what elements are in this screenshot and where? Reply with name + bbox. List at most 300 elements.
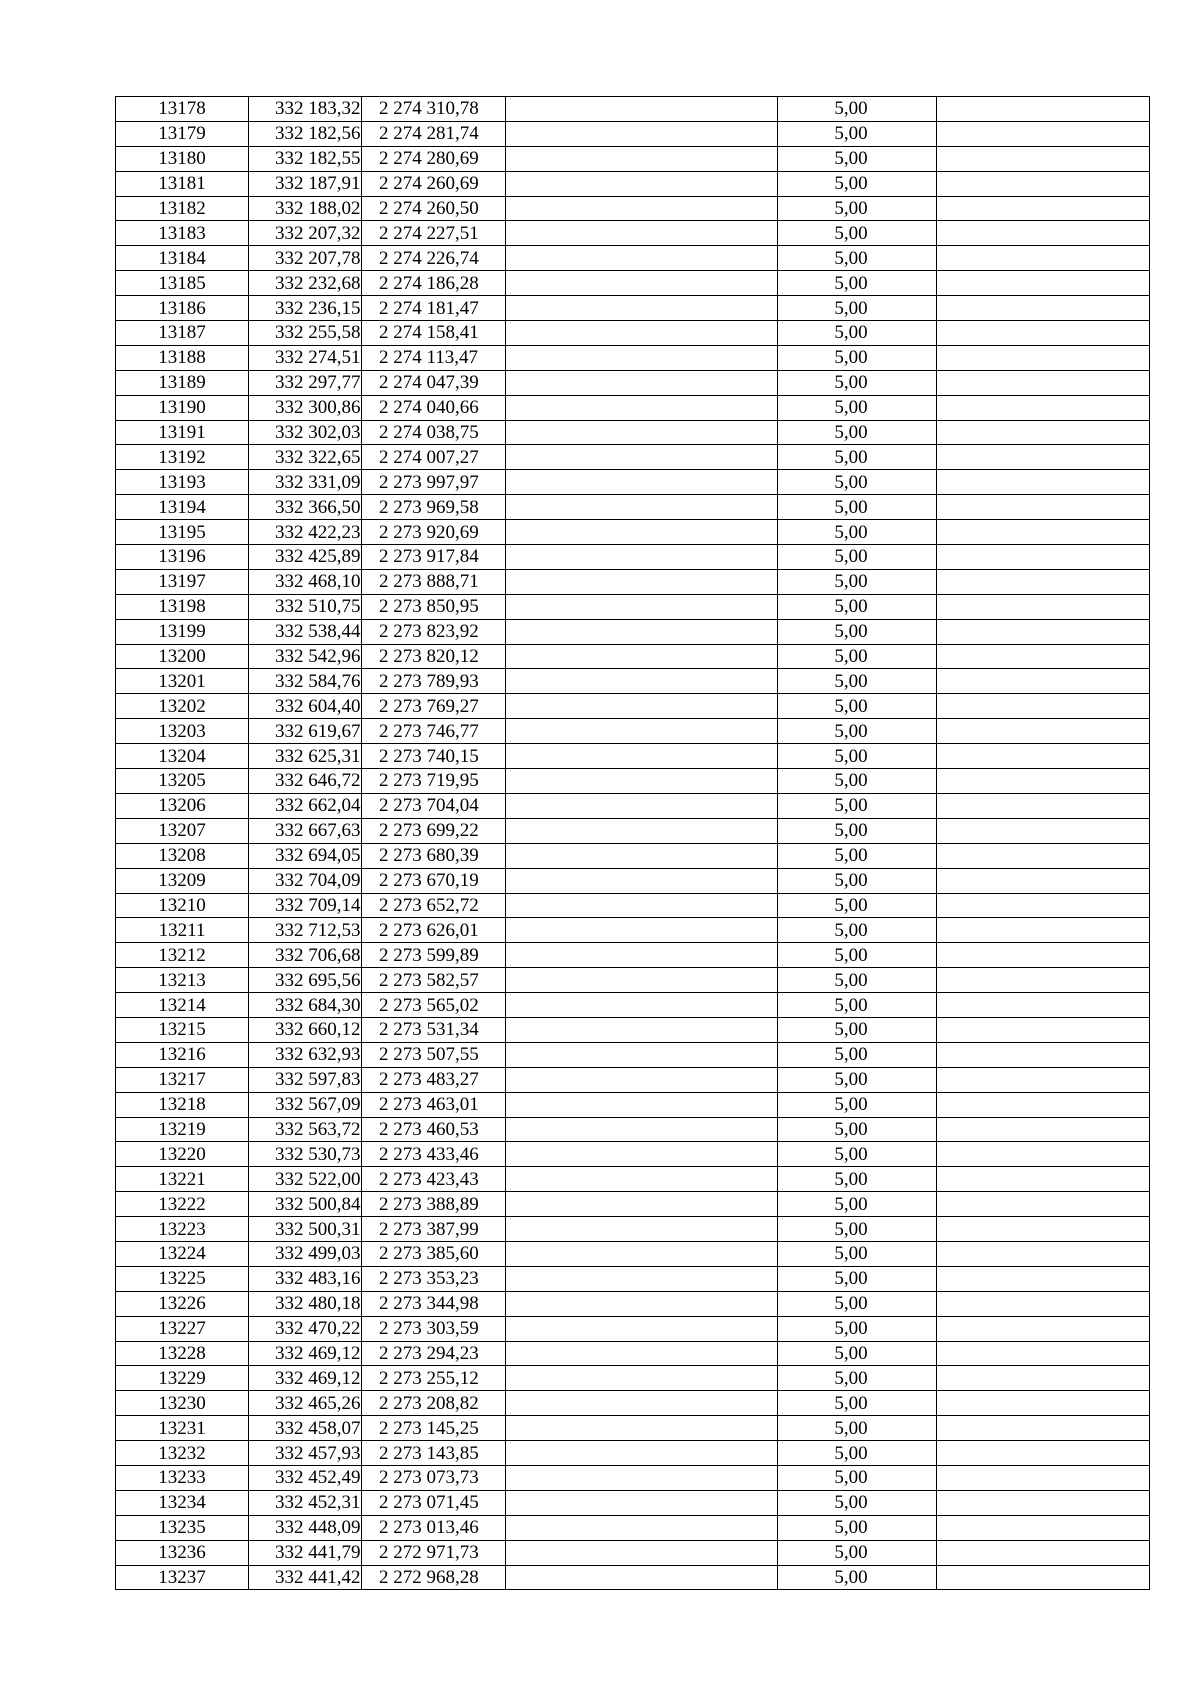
y-coordinate-cell: 2 273 460,53 [362,1117,506,1142]
empty-cell [506,1416,778,1441]
x-coordinate-cell: 332 706,68 [249,943,362,968]
empty-cell [506,1341,778,1366]
table-row [116,744,1150,769]
value-cell: 5,00 [778,545,937,570]
value-cell: 5,00 [778,445,937,470]
value-cell: 5,00 [778,918,937,943]
y-coordinate-cell: 2 273 483,27 [362,1067,506,1092]
table-row [116,1042,1150,1067]
x-coordinate-cell: 332 422,23 [249,520,362,545]
value-cell: 5,00 [778,171,937,196]
empty-cell [937,1565,1150,1590]
table-row [116,1067,1150,1092]
empty-cell [506,1042,778,1067]
x-coordinate-cell: 332 660,12 [249,1017,362,1042]
y-coordinate-cell: 2 273 344,98 [362,1291,506,1316]
point-number-cell: 13201 [116,669,249,694]
table-row [116,893,1150,918]
empty-cell [506,918,778,943]
empty-cell [937,1316,1150,1341]
point-number-cell: 13236 [116,1540,249,1565]
x-coordinate-cell: 332 182,55 [249,146,362,171]
table-row [116,1490,1150,1515]
point-number-cell: 13205 [116,769,249,794]
point-number-cell: 13190 [116,395,249,420]
empty-cell [506,569,778,594]
value-cell: 5,00 [778,1291,937,1316]
empty-cell [506,1441,778,1466]
empty-cell [937,1465,1150,1490]
x-coordinate-cell: 332 469,12 [249,1341,362,1366]
table-row [116,345,1150,370]
value-cell: 5,00 [778,868,937,893]
table-row [116,569,1150,594]
point-number-cell: 13198 [116,594,249,619]
table-row [116,1117,1150,1142]
point-number-cell: 13235 [116,1515,249,1540]
x-coordinate-cell: 332 522,00 [249,1167,362,1192]
y-coordinate-cell: 2 273 353,23 [362,1266,506,1291]
point-number-cell: 13237 [116,1565,249,1590]
x-coordinate-cell: 332 500,84 [249,1192,362,1217]
x-coordinate-cell: 332 499,03 [249,1241,362,1266]
x-coordinate-cell: 332 322,65 [249,445,362,470]
point-number-cell: 13196 [116,545,249,570]
table-row [116,1017,1150,1042]
empty-cell [506,470,778,495]
empty-cell [937,321,1150,346]
empty-cell [937,843,1150,868]
table-row [116,719,1150,744]
empty-cell [937,271,1150,296]
table-row [116,1366,1150,1391]
point-number-cell: 13207 [116,818,249,843]
point-number-cell: 13178 [116,97,249,122]
empty-cell [506,1490,778,1515]
y-coordinate-cell: 2 273 850,95 [362,594,506,619]
value-cell: 5,00 [778,1515,937,1540]
point-number-cell: 13188 [116,345,249,370]
point-number-cell: 13215 [116,1017,249,1042]
point-number-cell: 13182 [116,196,249,221]
table-row [116,1416,1150,1441]
table-row [116,246,1150,271]
empty-cell [937,918,1150,943]
y-coordinate-cell: 2 274 310,78 [362,97,506,122]
table-row [116,1192,1150,1217]
empty-cell [937,694,1150,719]
empty-cell [506,1217,778,1242]
table-row [116,943,1150,968]
point-number-cell: 13234 [116,1490,249,1515]
x-coordinate-cell: 332 452,31 [249,1490,362,1515]
point-number-cell: 13211 [116,918,249,943]
empty-cell [937,1042,1150,1067]
empty-cell [506,1117,778,1142]
point-number-cell: 13187 [116,321,249,346]
point-number-cell: 13219 [116,1117,249,1142]
x-coordinate-cell: 332 458,07 [249,1416,362,1441]
empty-cell [506,1316,778,1341]
table-row [116,868,1150,893]
value-cell: 5,00 [778,520,937,545]
point-number-cell: 13230 [116,1391,249,1416]
y-coordinate-cell: 2 273 531,34 [362,1017,506,1042]
empty-cell [506,420,778,445]
point-number-cell: 13186 [116,296,249,321]
y-coordinate-cell: 2 273 740,15 [362,744,506,769]
point-number-cell: 13221 [116,1167,249,1192]
value-cell: 5,00 [778,1241,937,1266]
value-cell: 5,00 [778,993,937,1018]
value-cell: 5,00 [778,495,937,520]
empty-cell [937,1416,1150,1441]
empty-cell [937,495,1150,520]
empty-cell [506,1266,778,1291]
table-row [116,470,1150,495]
empty-cell [506,868,778,893]
x-coordinate-cell: 332 542,96 [249,644,362,669]
x-coordinate-cell: 332 302,03 [249,420,362,445]
table-row [116,1167,1150,1192]
empty-cell [506,271,778,296]
empty-cell [506,196,778,221]
x-coordinate-cell: 332 331,09 [249,470,362,495]
y-coordinate-cell: 2 273 704,04 [362,793,506,818]
y-coordinate-cell: 2 273 920,69 [362,520,506,545]
value-cell: 5,00 [778,1391,937,1416]
point-number-cell: 13212 [116,943,249,968]
x-coordinate-cell: 332 695,56 [249,968,362,993]
empty-cell [506,793,778,818]
empty-cell [937,520,1150,545]
value-cell: 5,00 [778,1341,937,1366]
value-cell: 5,00 [778,1167,937,1192]
value-cell: 5,00 [778,196,937,221]
point-number-cell: 13209 [116,868,249,893]
value-cell: 5,00 [778,370,937,395]
empty-cell [506,520,778,545]
empty-cell [506,395,778,420]
point-number-cell: 13180 [116,146,249,171]
value-cell: 5,00 [778,321,937,346]
empty-cell [937,395,1150,420]
value-cell: 5,00 [778,569,937,594]
x-coordinate-cell: 332 704,09 [249,868,362,893]
table-row [116,1316,1150,1341]
x-coordinate-cell: 332 483,16 [249,1266,362,1291]
empty-cell [937,1540,1150,1565]
x-coordinate-cell: 332 584,76 [249,669,362,694]
y-coordinate-cell: 2 273 208,82 [362,1391,506,1416]
table-row [116,1565,1150,1590]
value-cell: 5,00 [778,1092,937,1117]
point-number-cell: 13185 [116,271,249,296]
y-coordinate-cell: 2 274 007,27 [362,445,506,470]
empty-cell [937,1067,1150,1092]
empty-cell [506,818,778,843]
empty-cell [506,1092,778,1117]
empty-cell [937,993,1150,1018]
value-cell: 5,00 [778,943,937,968]
table-row [116,445,1150,470]
empty-cell [506,171,778,196]
table-row [116,1241,1150,1266]
y-coordinate-cell: 2 274 280,69 [362,146,506,171]
y-coordinate-cell: 2 273 888,71 [362,569,506,594]
table-row [116,520,1150,545]
empty-cell [937,345,1150,370]
x-coordinate-cell: 332 709,14 [249,893,362,918]
empty-cell [506,370,778,395]
empty-cell [506,1291,778,1316]
table-row [116,171,1150,196]
point-number-cell: 13218 [116,1092,249,1117]
y-coordinate-cell: 2 273 433,46 [362,1142,506,1167]
value-cell: 5,00 [778,97,937,122]
table-row [116,495,1150,520]
empty-cell [506,968,778,993]
empty-cell [937,1291,1150,1316]
empty-cell [506,246,778,271]
point-number-cell: 13222 [116,1192,249,1217]
empty-cell [506,843,778,868]
point-number-cell: 13202 [116,694,249,719]
table-row [116,545,1150,570]
y-coordinate-cell: 2 273 423,43 [362,1167,506,1192]
value-cell: 5,00 [778,843,937,868]
y-coordinate-cell: 2 273 582,57 [362,968,506,993]
point-number-cell: 13203 [116,719,249,744]
y-coordinate-cell: 2 273 387,99 [362,1217,506,1242]
empty-cell [506,619,778,644]
empty-cell [506,97,778,122]
empty-cell [937,420,1150,445]
y-coordinate-cell: 2 273 071,45 [362,1490,506,1515]
x-coordinate-cell: 332 530,73 [249,1142,362,1167]
empty-cell [506,1465,778,1490]
point-number-cell: 13223 [116,1217,249,1242]
empty-cell [937,968,1150,993]
table-row [116,1391,1150,1416]
empty-cell [937,1142,1150,1167]
empty-cell [506,1067,778,1092]
empty-cell [937,1391,1150,1416]
value-cell: 5,00 [778,1565,937,1590]
table-row [116,644,1150,669]
point-number-cell: 13197 [116,569,249,594]
coordinates-table-body [116,97,1150,1590]
table-row [116,1441,1150,1466]
table-row [116,769,1150,794]
value-cell: 5,00 [778,420,937,445]
table-row [116,121,1150,146]
y-coordinate-cell: 2 273 013,46 [362,1515,506,1540]
y-coordinate-cell: 2 274 040,66 [362,395,506,420]
y-coordinate-cell: 2 273 143,85 [362,1441,506,1466]
value-cell: 5,00 [778,1067,937,1092]
point-number-cell: 13213 [116,968,249,993]
point-number-cell: 13183 [116,221,249,246]
y-coordinate-cell: 2 273 073,73 [362,1465,506,1490]
empty-cell [506,495,778,520]
empty-cell [506,221,778,246]
y-coordinate-cell: 2 273 463,01 [362,1092,506,1117]
empty-cell [506,1017,778,1042]
value-cell: 5,00 [778,968,937,993]
x-coordinate-cell: 332 597,83 [249,1067,362,1092]
empty-cell [937,669,1150,694]
empty-cell [937,569,1150,594]
value-cell: 5,00 [778,146,937,171]
y-coordinate-cell: 2 273 969,58 [362,495,506,520]
empty-cell [506,121,778,146]
empty-cell [937,196,1150,221]
table-row [116,793,1150,818]
table-row [116,196,1150,221]
x-coordinate-cell: 332 625,31 [249,744,362,769]
table-row [116,296,1150,321]
x-coordinate-cell: 332 632,93 [249,1042,362,1067]
table-row [116,968,1150,993]
y-coordinate-cell: 2 273 719,95 [362,769,506,794]
table-row [116,1266,1150,1291]
empty-cell [506,993,778,1018]
empty-cell [937,545,1150,570]
table-row [116,1142,1150,1167]
point-number-cell: 13233 [116,1465,249,1490]
y-coordinate-cell: 2 273 599,89 [362,943,506,968]
empty-cell [937,1341,1150,1366]
x-coordinate-cell: 332 480,18 [249,1291,362,1316]
empty-cell [506,296,778,321]
point-number-cell: 13181 [116,171,249,196]
x-coordinate-cell: 332 425,89 [249,545,362,570]
value-cell: 5,00 [778,818,937,843]
empty-cell [506,769,778,794]
x-coordinate-cell: 332 183,32 [249,97,362,122]
y-coordinate-cell: 2 274 226,74 [362,246,506,271]
empty-cell [506,146,778,171]
value-cell: 5,00 [778,793,937,818]
table-row [116,1540,1150,1565]
x-coordinate-cell: 332 604,40 [249,694,362,719]
empty-cell [937,470,1150,495]
table-row [116,1092,1150,1117]
x-coordinate-cell: 332 563,72 [249,1117,362,1142]
value-cell: 5,00 [778,345,937,370]
value-cell: 5,00 [778,121,937,146]
point-number-cell: 13225 [116,1266,249,1291]
empty-cell [506,694,778,719]
point-number-cell: 13191 [116,420,249,445]
value-cell: 5,00 [778,1490,937,1515]
point-number-cell: 13227 [116,1316,249,1341]
empty-cell [506,1142,778,1167]
y-coordinate-cell: 2 273 917,84 [362,545,506,570]
empty-cell [937,818,1150,843]
y-coordinate-cell: 2 274 186,28 [362,271,506,296]
value-cell: 5,00 [778,694,937,719]
point-number-cell: 13194 [116,495,249,520]
y-coordinate-cell: 2 273 699,22 [362,818,506,843]
value-cell: 5,00 [778,644,937,669]
empty-cell [937,121,1150,146]
y-coordinate-cell: 2 274 181,47 [362,296,506,321]
y-coordinate-cell: 2 273 388,89 [362,1192,506,1217]
point-number-cell: 13220 [116,1142,249,1167]
empty-cell [937,1017,1150,1042]
x-coordinate-cell: 332 274,51 [249,345,362,370]
empty-cell [937,1366,1150,1391]
empty-cell [506,1192,778,1217]
y-coordinate-cell: 2 274 227,51 [362,221,506,246]
x-coordinate-cell: 332 188,02 [249,196,362,221]
point-number-cell: 13184 [116,246,249,271]
value-cell: 5,00 [778,1266,937,1291]
y-coordinate-cell: 2 273 789,93 [362,669,506,694]
value-cell: 5,00 [778,769,937,794]
x-coordinate-cell: 332 452,49 [249,1465,362,1490]
table-row [116,594,1150,619]
x-coordinate-cell: 332 448,09 [249,1515,362,1540]
empty-cell [937,1217,1150,1242]
empty-cell [937,594,1150,619]
y-coordinate-cell: 2 273 507,55 [362,1042,506,1067]
x-coordinate-cell: 332 538,44 [249,619,362,644]
empty-cell [937,1241,1150,1266]
table-row [116,97,1150,122]
y-coordinate-cell: 2 274 158,41 [362,321,506,346]
y-coordinate-cell: 2 273 823,92 [362,619,506,644]
empty-cell [937,1117,1150,1142]
y-coordinate-cell: 2 273 565,02 [362,993,506,1018]
table-row [116,395,1150,420]
x-coordinate-cell: 332 300,86 [249,395,362,420]
table-row [116,918,1150,943]
point-number-cell: 13192 [116,445,249,470]
x-coordinate-cell: 332 567,09 [249,1092,362,1117]
empty-cell [937,370,1150,395]
x-coordinate-cell: 332 441,79 [249,1540,362,1565]
x-coordinate-cell: 332 684,30 [249,993,362,1018]
x-coordinate-cell: 332 236,15 [249,296,362,321]
value-cell: 5,00 [778,221,937,246]
empty-cell [937,793,1150,818]
empty-cell [937,221,1150,246]
empty-cell [937,943,1150,968]
point-number-cell: 13216 [116,1042,249,1067]
empty-cell [937,1266,1150,1291]
value-cell: 5,00 [778,1042,937,1067]
value-cell: 5,00 [778,1217,937,1242]
empty-cell [937,1490,1150,1515]
empty-cell [937,1441,1150,1466]
point-number-cell: 13226 [116,1291,249,1316]
table-row [116,321,1150,346]
x-coordinate-cell: 332 182,56 [249,121,362,146]
empty-cell [506,545,778,570]
value-cell: 5,00 [778,1416,937,1441]
point-number-cell: 13224 [116,1241,249,1266]
y-coordinate-cell: 2 274 038,75 [362,420,506,445]
x-coordinate-cell: 332 468,10 [249,569,362,594]
x-coordinate-cell: 332 667,63 [249,818,362,843]
value-cell: 5,00 [778,744,937,769]
value-cell: 5,00 [778,1192,937,1217]
y-coordinate-cell: 2 273 303,59 [362,1316,506,1341]
value-cell: 5,00 [778,271,937,296]
